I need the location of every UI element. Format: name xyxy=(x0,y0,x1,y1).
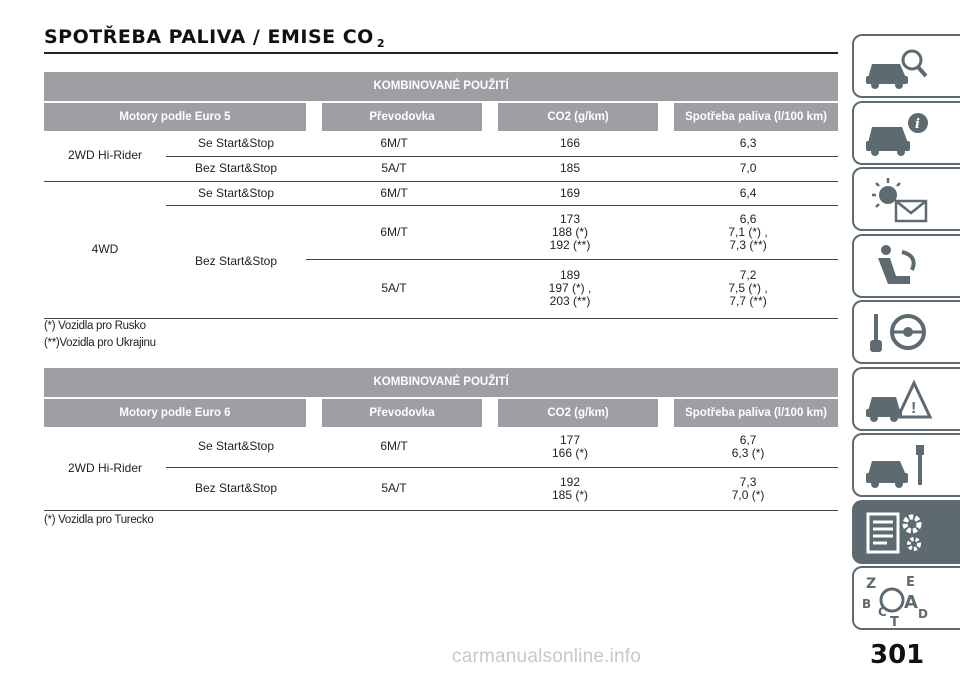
group-cell: 4WD xyxy=(44,181,166,318)
gearbox-cell: 5A/T xyxy=(306,467,482,510)
gearbox-cell: 6M/T xyxy=(306,427,482,467)
column-header: CO2 (g/km) xyxy=(498,398,658,427)
seat-airbag-icon xyxy=(862,242,932,292)
fuel-consumption-table-euro6 xyxy=(44,368,838,511)
column-header: Motory podle Euro 6 xyxy=(44,398,306,427)
car-breakdown-triangle-icon xyxy=(862,375,932,425)
co2-cell: 166 xyxy=(482,131,658,156)
car-wrench-icon xyxy=(862,441,932,491)
group-cell: 2WD Hi-Rider xyxy=(44,427,166,510)
engine-cell: Se Start&Stop xyxy=(166,427,306,467)
engine-cell: Bez Start&Stop xyxy=(166,467,306,510)
column-header: Převodovka xyxy=(322,398,482,427)
car-info-icon xyxy=(862,109,932,159)
spec-list-gears-icon xyxy=(862,508,932,558)
svg-text:D: D xyxy=(918,607,928,621)
fuel-cell: 6,7 6,3 (*) xyxy=(658,427,838,467)
footnote: (**)Vozidla pro Ukrajinu xyxy=(44,337,156,349)
column-header: Spotřeba paliva (l/100 km) xyxy=(674,398,838,427)
svg-text:!: ! xyxy=(911,400,917,417)
table-caption: KOMBINOVANÉ POUŽITÍ xyxy=(44,368,838,398)
engine-cell: Bez Start&Stop xyxy=(166,156,306,181)
footnote: (*) Vozidla pro Turecko xyxy=(44,514,154,526)
title-rule xyxy=(44,52,838,54)
fuel-cell: 6,6 7,1 (*) , 7,3 (**) xyxy=(658,205,838,259)
column-header: Převodovka xyxy=(322,102,482,131)
warning-light-envelope-icon xyxy=(862,175,932,225)
svg-text:i: i xyxy=(915,117,920,132)
side-tab-warning-lights[interactable] xyxy=(852,167,960,231)
page-title: SPOTŘEBA PALIVA / EMISE CO $_2$ xyxy=(44,26,385,50)
fuel-cell: 7,2 7,5 (*) , 7,7 (**) xyxy=(658,259,838,318)
svg-text:B: B xyxy=(862,597,872,611)
column-header: CO2 (g/km) xyxy=(498,102,658,131)
engine-cell: Bez Start&Stop xyxy=(166,205,306,318)
table-row xyxy=(44,131,838,156)
fuel-cell: 6,3 xyxy=(658,131,838,156)
gearbox-cell: 6M/T xyxy=(306,131,482,156)
table-row xyxy=(44,181,838,205)
car-magnifier-icon xyxy=(862,42,932,92)
svg-text:C: C xyxy=(878,605,887,619)
key-steering-wheel-icon xyxy=(862,308,932,358)
gearbox-cell: 6M/T xyxy=(306,205,482,259)
fuel-cell: 6,4 xyxy=(658,181,838,205)
side-tab-technical-data[interactable] xyxy=(852,500,960,564)
column-header: Spotřeba paliva (l/100 km) xyxy=(674,102,838,131)
co2-cell: 185 xyxy=(482,156,658,181)
side-tab-index[interactable] xyxy=(852,566,960,630)
svg-text:T: T xyxy=(890,615,899,628)
watermark: carmanualsonline.info xyxy=(452,646,642,667)
page-number: 301 xyxy=(870,640,925,670)
side-tab-starting-driving[interactable] xyxy=(852,300,960,364)
footnote: (*) Vozidla pro Rusko xyxy=(44,320,146,332)
svg-text:E: E xyxy=(906,575,915,590)
co2-cell: 192 185 (*) xyxy=(482,467,658,510)
column-header: Motory podle Euro 5 xyxy=(44,102,306,131)
side-tab-dashboard[interactable] xyxy=(852,34,960,98)
fuel-cell: 7,0 xyxy=(658,156,838,181)
side-tab-emergency[interactable] xyxy=(852,367,960,431)
gearbox-cell: 5A/T xyxy=(306,156,482,181)
svg-text:Z: Z xyxy=(866,576,877,592)
co2-cell: 177 166 (*) xyxy=(482,427,658,467)
gearbox-cell: 5A/T xyxy=(306,259,482,318)
table-row xyxy=(44,427,838,467)
co2-cell: 169 xyxy=(482,181,658,205)
co2-cell: 173 188 (*) 192 (**) xyxy=(482,205,658,259)
table-caption: KOMBINOVANÉ POUŽITÍ xyxy=(44,72,838,102)
group-cell: 2WD Hi-Rider xyxy=(44,131,166,181)
engine-cell: Se Start&Stop xyxy=(166,181,306,205)
side-tab-info[interactable] xyxy=(852,101,960,165)
svg-text:A: A xyxy=(904,592,918,613)
engine-cell: Se Start&Stop xyxy=(166,131,306,156)
side-tab-maintenance[interactable] xyxy=(852,433,960,497)
alphabet-index-icon xyxy=(862,574,932,628)
co2-cell: 189 197 (*) , 203 (**) xyxy=(482,259,658,318)
fuel-consumption-table-euro5 xyxy=(44,72,838,319)
gearbox-cell: 6M/T xyxy=(306,181,482,205)
side-tab-safety[interactable] xyxy=(852,234,960,298)
fuel-cell: 7,3 7,0 (*) xyxy=(658,467,838,510)
